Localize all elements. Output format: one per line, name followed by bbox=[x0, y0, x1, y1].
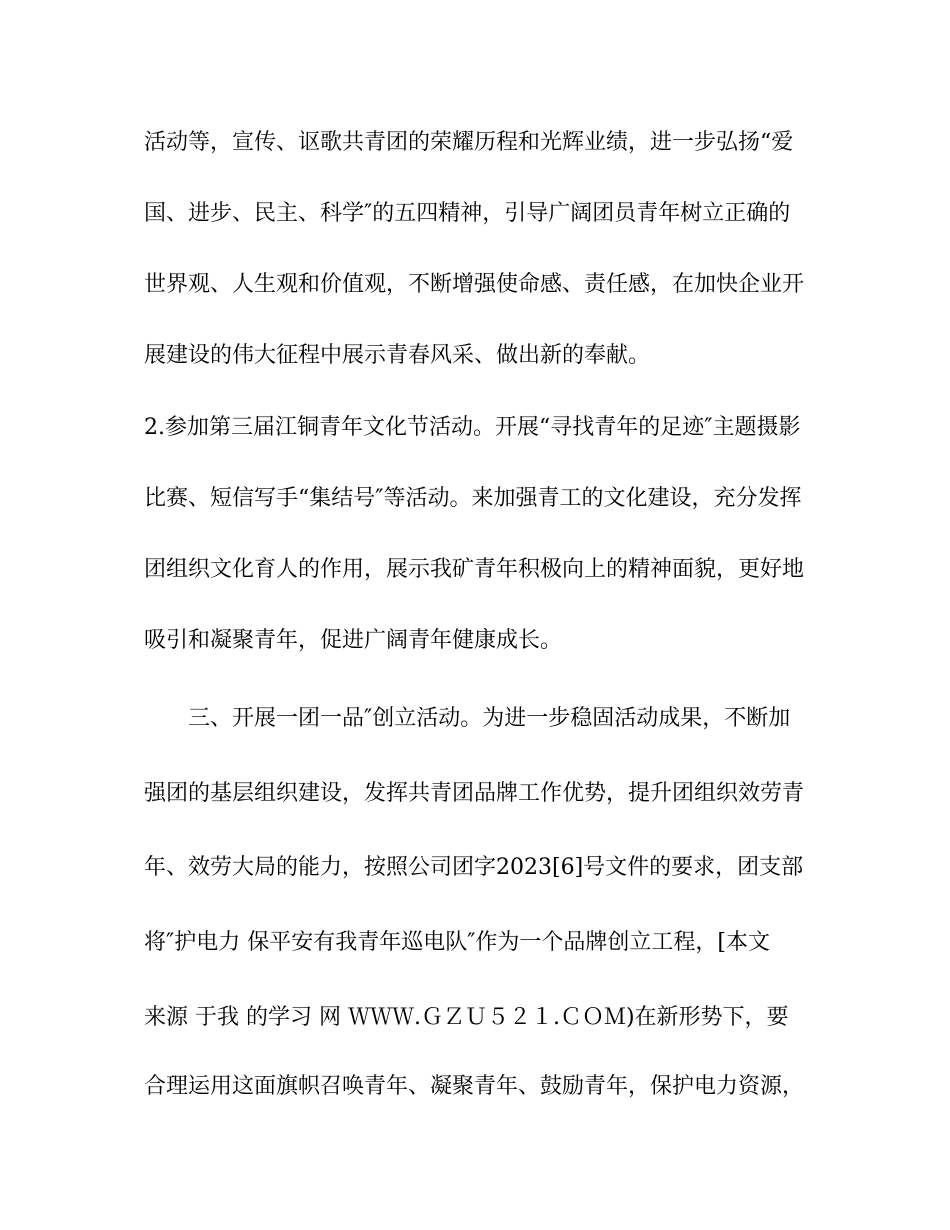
paragraph-2-line-4: 吸引和凝聚青年，促进广阔青年健康成长。 bbox=[144, 628, 563, 653]
paragraph-3-line-1: 三、开展一团一品″创立活动。为进一步稳固活动成果，不断加 bbox=[188, 706, 791, 731]
paragraph-3-line-5: 来源 于我 的学习 网 ＷＷＷ.ＧＺＵ５２１.ＣＯＭ)在新形势下，要 bbox=[144, 1005, 789, 1030]
paragraph-1-line-3: 世界观、人生观和价值观，不断增强使命感、责任感，在加快企业开 bbox=[144, 272, 805, 297]
paragraph-2-line-3: 团组织文化育人的作用，展示我矿青年积极向上的精神面貌，更好地 bbox=[144, 557, 805, 582]
paragraph-2-line-2: 比赛、短信写手“集结号″等活动。来加强青工的文化建设，充分发挥 bbox=[144, 486, 802, 511]
paragraph-3-line-2: 强团的基层组织建设，发挥共青团品牌工作优势，提升团组织效劳青 bbox=[144, 781, 805, 806]
paragraph-1-line-2: 国、进步、民主、科学″的五四精神，引导广阔团员青年树立正确的 bbox=[144, 201, 791, 226]
paragraph-3-line-3: 年、效劳大局的能力，按照公司团字2023[6]号文件的要求，团支部 bbox=[144, 855, 804, 880]
paragraph-3-line-4: 将″护电力 保平安有我青年巡电队″作为一个品牌创立工程，[本文 bbox=[144, 930, 771, 955]
paragraph-1-line-1: 活动等，宣传、讴歌共青团的荣耀历程和光辉业绩，进一步弘扬“爱 bbox=[144, 130, 794, 155]
paragraph-2-line-1: 2.参加第三届江铜青年文化节活动。开展“寻找青年的足迹″主题摄影 bbox=[144, 415, 801, 440]
paragraph-3-line-6: 合理运用这面旗帜召唤青年、凝聚青年、鼓励青年，保护电力资源， bbox=[144, 1074, 805, 1099]
paragraph-1-line-4: 展建设的伟大征程中展示青春风采、做出新的奉献。 bbox=[144, 343, 651, 368]
